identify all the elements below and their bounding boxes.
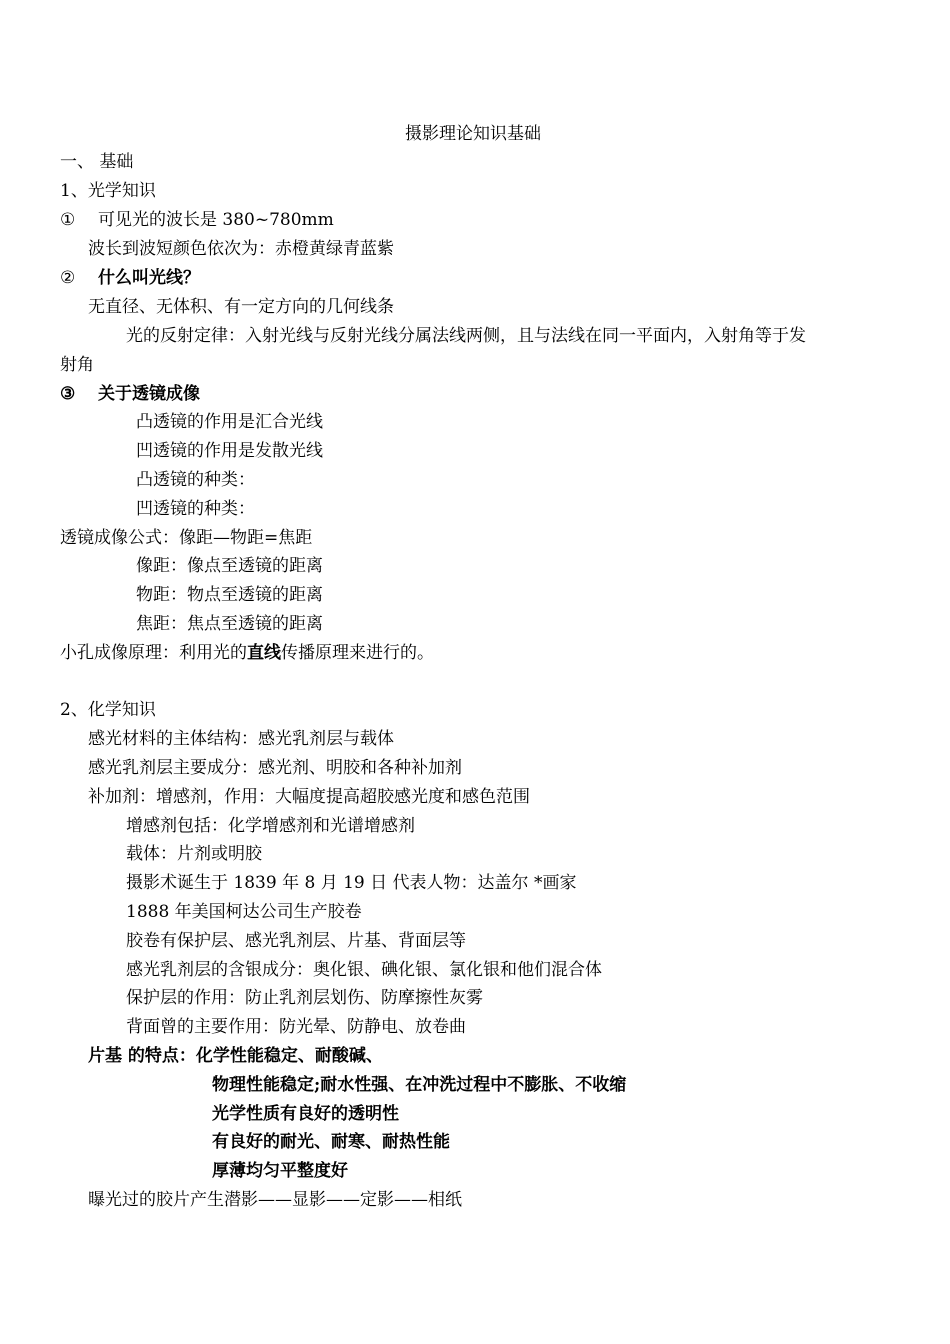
- text-pinhole-principle: [60, 642, 434, 664]
- text-film-base-features: 片基 的特点：化学性能稳定、耐酸碱、: [88, 1046, 383, 1066]
- text-concave-lens-types: 凹透镜的种类：: [136, 499, 255, 519]
- text-chem-sensitizers: 增感剂包括：化学增感剂和光谱增感剂: [126, 816, 415, 836]
- text-reflection-law: 光的反射定律：入射光线与反射光线分属法线两侧，且与法线在同一平面内，入射角等于发: [126, 326, 806, 346]
- section-heading-basics: 一、 基础: [60, 152, 134, 172]
- text-chem-back-layer: 背面曾的主要作用：防光晕、防静电、放卷曲: [126, 1017, 466, 1037]
- text-chem-silver: 感光乳剂层的含银成分：奥化银、碘化银、氯化银和他们混合体: [126, 960, 602, 980]
- text-exposure-process: 曝光过的胶片产生潜影——显影——定影——相纸: [88, 1190, 462, 1210]
- text-film-base-uniformity: 厚薄均匀平整度好: [212, 1161, 348, 1181]
- text-chem-structure: 感光材料的主体结构：感光乳剂层与载体: [88, 729, 394, 749]
- pinhole-text-b: 传播原理来进行的。: [281, 643, 434, 663]
- text-image-distance: 像距：像点至透镜的距离: [136, 556, 323, 576]
- text-concave-lens-role: 凹透镜的作用是发散光线: [136, 441, 323, 461]
- item-number-1: ①: [60, 210, 76, 230]
- text-reflection-law-cont: 射角: [60, 355, 94, 375]
- item-number-2: ②: [60, 268, 76, 288]
- item-number-3: ③: [60, 384, 76, 404]
- text-lens-formula: 透镜成像公式：像距—物距=焦距: [60, 528, 313, 548]
- pinhole-text-a: 小孔成像原理：利用光的: [60, 643, 247, 663]
- document-title: 摄影理论知识基础: [405, 124, 541, 144]
- subsection-heading-optics: 1、光学知识: [60, 181, 156, 201]
- text-chem-carrier: 载体：片剂或明胶: [126, 844, 262, 864]
- text-chem-kodak: 1888 年美国柯达公司生产胶卷: [126, 902, 362, 922]
- text-light-ray-definition: 无直径、无体积、有一定方向的几何线条: [88, 297, 394, 317]
- subsection-heading-chemistry: 2、化学知识: [60, 700, 156, 720]
- item-text-what-is-light-ray: 什么叫光线？: [98, 268, 200, 288]
- text-convex-lens-role: 凸透镜的作用是汇合光线: [136, 412, 323, 432]
- text-chem-emulsion: 感光乳剂层主要成分：感光剂、明胶和各种补加剂: [88, 758, 462, 778]
- text-focal-length: 焦距：焦点至透镜的距离: [136, 614, 323, 634]
- text-film-base-optical: 光学性质有良好的透明性: [212, 1104, 399, 1124]
- pinhole-text-bold: 直线: [247, 643, 281, 663]
- item-text-visible-light: 可见光的波长是 380~780mm: [98, 210, 334, 230]
- text-film-base-durability: 有良好的耐光、耐寒、耐热性能: [212, 1132, 450, 1152]
- text-chem-additives: 补加剂：增感剂，作用：大幅度提高超胶感光度和感色范围: [88, 787, 530, 807]
- text-wavelength-colors: 波长到波短颜色依次为：赤橙黄绿青蓝紫: [88, 239, 394, 259]
- text-chem-film-layers: 胶卷有保护层、感光乳剂层、片基、背面层等: [126, 931, 466, 951]
- text-chem-protective-layer: 保护层的作用：防止乳剂层划伤、防摩擦性灰雾: [126, 988, 483, 1008]
- text-chem-photography-birth: 摄影术诞生于 1839 年 8 月 19 日 代表人物：达盖尔 *画家: [126, 873, 577, 893]
- text-convex-lens-types: 凸透镜的种类：: [136, 470, 255, 490]
- text-film-base-physical: 物理性能稳定;耐水性强、在冲洗过程中不膨胀、不收缩: [212, 1075, 627, 1095]
- text-object-distance: 物距：物点至透镜的距离: [136, 585, 323, 605]
- item-text-lens-imaging: 关于透镜成像: [98, 384, 200, 404]
